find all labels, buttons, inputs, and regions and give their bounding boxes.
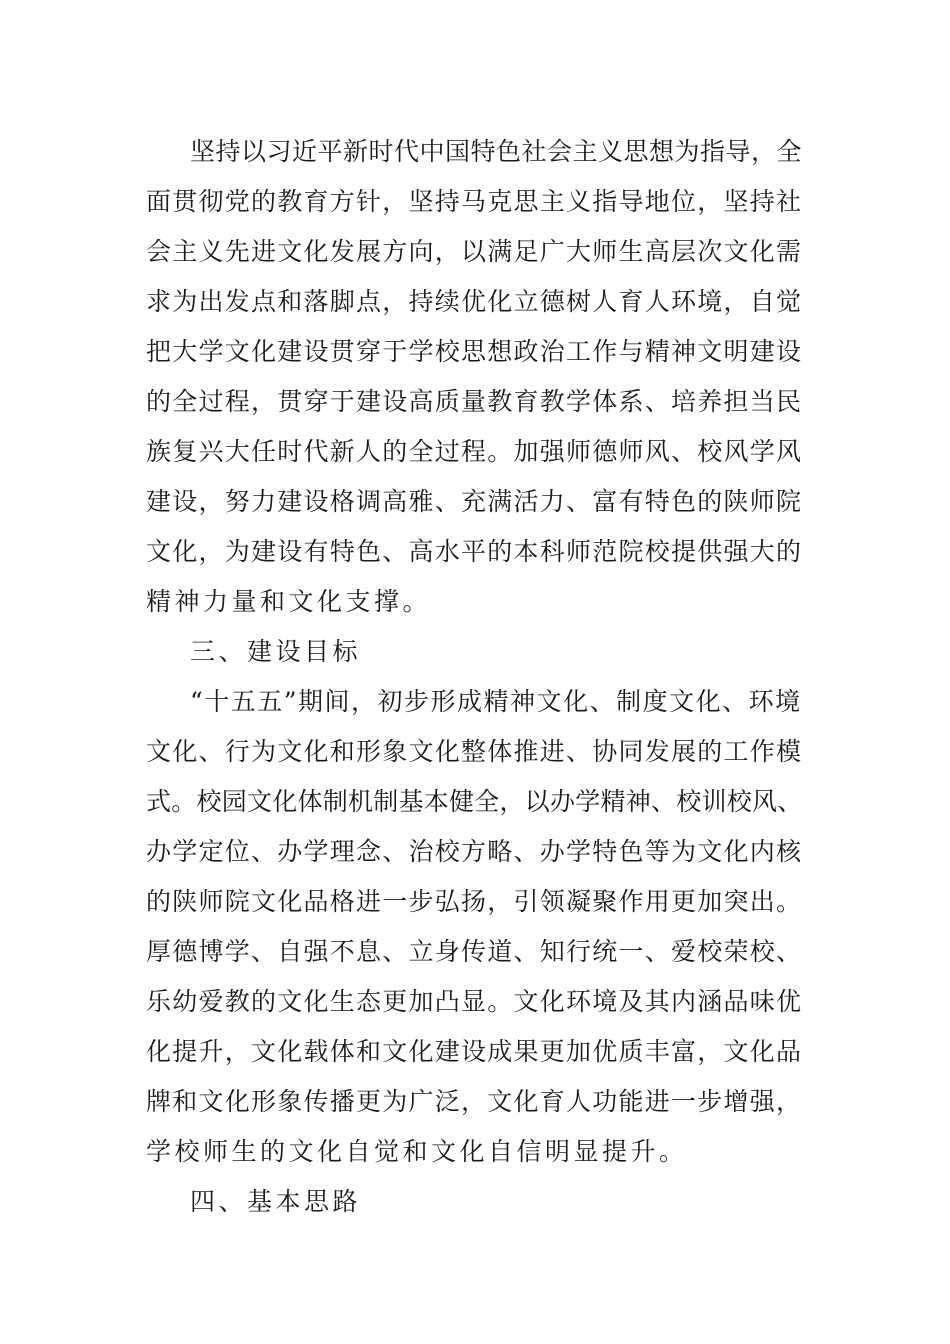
paragraph-construction-goals bbox=[146, 677, 806, 1177]
text-line: 牌和文化形象传播更为广泛，文化育人功能进一步增强， bbox=[146, 1087, 803, 1116]
text-line: 坚持以习近平新时代中国特色社会主义思想为指导，全 bbox=[190, 137, 803, 166]
document-body bbox=[146, 127, 806, 1227]
paragraph-guiding-ideology bbox=[146, 127, 806, 627]
text-line: 文化，为建设有特色、高水平的本科师范院校提供强大的 bbox=[146, 537, 803, 566]
text-line: 把大学文化建设贯穿于学校思想政治工作与精神文明建设 bbox=[146, 337, 803, 366]
text-line: 的全过程，贯穿于建设高质量教育教学体系、培养担当民 bbox=[146, 387, 803, 416]
text-line: 的陕师院文化品格进一步弘扬，引领凝聚作用更加突出。 bbox=[146, 887, 803, 916]
text-line: 面贯彻党的教育方针，坚持马克思主义指导地位，坚持社 bbox=[146, 187, 803, 216]
text-line: 族复兴大任时代新人的全过程。加强师德师风、校风学风 bbox=[146, 437, 803, 466]
text-line: 建设，努力建设格调高雅、充满活力、富有特色的陕师院 bbox=[146, 487, 803, 516]
text-line: 厚德博学、自强不息、立身传道、知行统一、爱校荣校、 bbox=[146, 937, 803, 966]
text-line: 求为出发点和落脚点，持续优化立德树人育人环境，自觉 bbox=[146, 287, 803, 316]
text-line: 乐幼爱教的文化生态更加凸显。文化环境及其内涵品味优 bbox=[146, 987, 803, 1016]
section-heading-approach: 四、基本思路 bbox=[190, 1187, 362, 1216]
section-heading-goals: 三、建设目标 bbox=[190, 637, 362, 666]
text-line: 学校师生的文化自觉和文化自信明显提升。 bbox=[146, 1137, 688, 1166]
text-line: 文化、行为文化和形象文化整体推进、协同发展的工作模 bbox=[146, 737, 803, 766]
text-line: 办学定位、办学理念、治校方略、办学特色等为文化内核 bbox=[146, 837, 803, 866]
text-line: “十五五”期间，初步形成精神文化、制度文化、环境 bbox=[190, 687, 802, 716]
text-line: 精神力量和文化支撑。 bbox=[146, 587, 432, 616]
text-line: 会主义先进文化发展方向，以满足广大师生高层次文化需 bbox=[146, 237, 803, 266]
text-line: 式。校园文化体制机制基本健全，以办学精神、校训校风、 bbox=[146, 787, 803, 816]
text-line: 化提升，文化载体和文化建设成果更加优质丰富，文化品 bbox=[146, 1037, 803, 1066]
